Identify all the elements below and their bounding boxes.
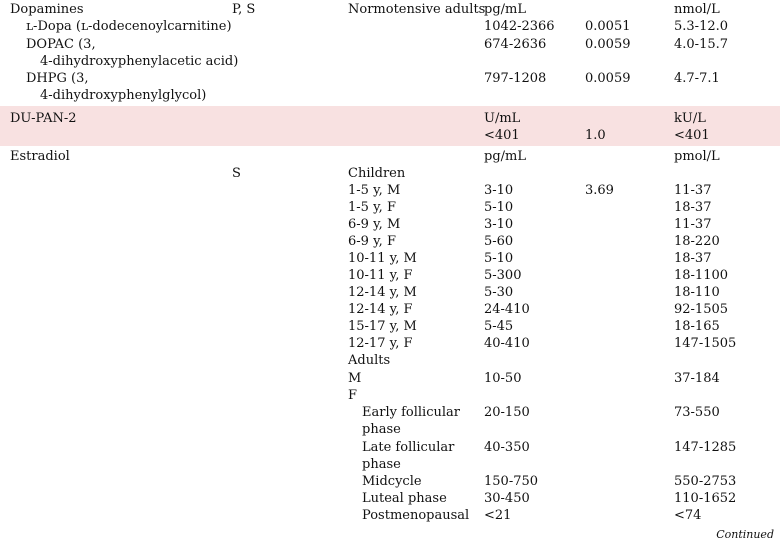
factor-dopac: 0.0059 xyxy=(585,37,631,52)
adult-male-si: 37-184 xyxy=(674,371,720,386)
continued-note: Continued xyxy=(716,528,774,541)
analyte-dopac-cont: 4-dihydroxyphenylacetic acid) xyxy=(40,54,239,69)
children-conv: 5-60 xyxy=(484,234,514,249)
children-si: 18-220 xyxy=(674,234,720,249)
midcycle-conv: 150-750 xyxy=(484,474,539,489)
analyte-dopac: DOPAC (3, xyxy=(26,37,96,52)
factor-estradiol: 3.69 xyxy=(585,183,614,198)
children-label: 6-9 y, F xyxy=(348,234,396,249)
children-label: 6-9 y, M xyxy=(348,217,401,232)
unit-si-estradiol: pmol/L xyxy=(674,149,720,164)
late-follicular-label-cont: phase xyxy=(362,457,401,472)
si-dopac: 4.0-15.7 xyxy=(674,37,729,52)
children-label: 12-14 y, M xyxy=(348,285,417,300)
children-label: 15-17 y, M xyxy=(348,319,417,334)
children-label: 12-14 y, F xyxy=(348,302,413,317)
children-conv: 5-10 xyxy=(484,200,514,215)
si-dhpg: 4.7-7.1 xyxy=(674,71,720,86)
conv-ldopa: 1042-2366 xyxy=(484,19,555,34)
children-conv: 5-300 xyxy=(484,268,522,283)
analyte-dhpg-cont: 4-dihydroxyphenylglycol) xyxy=(40,88,207,103)
early-follicular-label: Early follicular xyxy=(362,405,460,420)
analyte-estradiol: Estradiol xyxy=(10,149,70,164)
factor-dhpg: 0.0059 xyxy=(585,71,631,86)
early-follicular-label-cont: phase xyxy=(362,422,401,437)
group-dopamines: Normotensive adults xyxy=(348,2,486,17)
midcycle-label: Midcycle xyxy=(362,474,422,489)
specimen-dopamines: P, S xyxy=(232,2,256,17)
children-conv: 3-10 xyxy=(484,217,514,232)
luteal-si: 110-1652 xyxy=(674,491,737,506)
children-conv: 5-30 xyxy=(484,285,514,300)
adult-male-label: M xyxy=(348,371,362,386)
luteal-conv: 30-450 xyxy=(484,491,530,506)
factor-dupan: 1.0 xyxy=(585,128,606,143)
children-conv: 5-45 xyxy=(484,319,514,334)
children-label: 10-11 y, M xyxy=(348,251,417,266)
children-conv: 24-410 xyxy=(484,302,530,317)
group-children: Children xyxy=(348,166,406,181)
children-conv: 3-10 xyxy=(484,183,514,198)
early-follicular-conv: 20-150 xyxy=(484,405,530,420)
children-si: 18-110 xyxy=(674,285,720,300)
early-follicular-si: 73-550 xyxy=(674,405,720,420)
late-follicular-label: Late follicular xyxy=(362,440,455,455)
children-si: 147-1505 xyxy=(674,336,737,351)
group-adults: Adults xyxy=(348,353,391,368)
children-label: 1-5 y, F xyxy=(348,200,396,215)
children-label: 10-11 y, F xyxy=(348,268,413,283)
postmenopausal-conv: <21 xyxy=(484,508,512,523)
children-si: 11-37 xyxy=(674,217,712,232)
conv-dupan: <401 xyxy=(484,128,520,143)
si-ldopa: 5.3-12.0 xyxy=(674,19,729,34)
conv-dhpg: 797-1208 xyxy=(484,71,547,86)
late-follicular-conv: 40-350 xyxy=(484,440,530,455)
unit-conv-dopamines: pg/mL xyxy=(484,2,526,17)
children-label: 1-5 y, M xyxy=(348,183,401,198)
children-si: 18-37 xyxy=(674,251,712,266)
postmenopausal-si: <74 xyxy=(674,508,702,523)
unit-conv-dupan: U/mL xyxy=(484,111,521,126)
unit-si-dupan: kU/L xyxy=(674,111,706,126)
analyte-ldopa: ʟ-Dopa (ʟ-dodecenoylcarnitine) xyxy=(26,19,232,34)
children-label: 12-17 y, F xyxy=(348,336,413,351)
children-conv: 40-410 xyxy=(484,336,530,351)
late-follicular-si: 147-1285 xyxy=(674,440,737,455)
children-conv: 5-10 xyxy=(484,251,514,266)
midcycle-si: 550-2753 xyxy=(674,474,737,489)
children-si: 92-1505 xyxy=(674,302,729,317)
conv-dopac: 674-2636 xyxy=(484,37,547,52)
specimen-estradiol: S xyxy=(232,166,241,181)
luteal-label: Luteal phase xyxy=(362,491,447,506)
postmenopausal-label: Postmenopausal xyxy=(362,508,470,523)
analyte-dhpg: DHPG (3, xyxy=(26,71,89,86)
analyte-dupan: DU-PAN-2 xyxy=(10,111,77,126)
adult-male-conv: 10-50 xyxy=(484,371,522,386)
si-dupan: <401 xyxy=(674,128,710,143)
factor-ldopa: 0.0051 xyxy=(585,19,631,34)
unit-si-dopamines: nmol/L xyxy=(674,2,720,17)
children-si: 18-37 xyxy=(674,200,712,215)
children-si: 11-37 xyxy=(674,183,712,198)
highlight-band xyxy=(0,106,780,146)
analyte-dopamines: Dopamines xyxy=(10,2,84,17)
children-si: 18-1100 xyxy=(674,268,729,283)
children-si: 18-165 xyxy=(674,319,720,334)
adult-female-label: F xyxy=(348,388,358,403)
unit-conv-estradiol: pg/mL xyxy=(484,149,526,164)
